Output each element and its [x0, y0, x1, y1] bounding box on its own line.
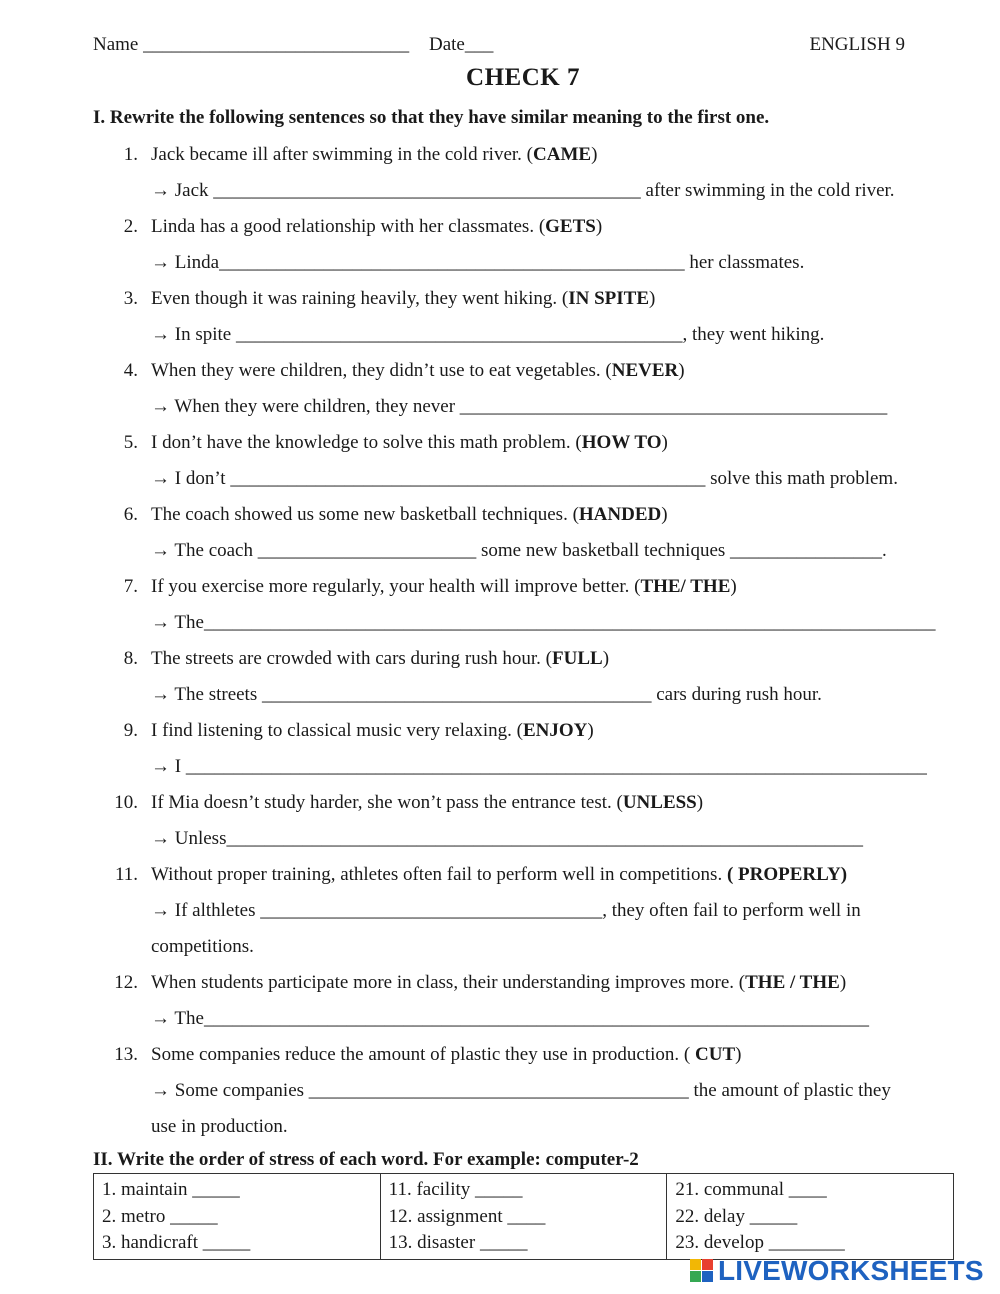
worksheet-title: CHECK 7 — [466, 64, 580, 91]
question-sentence: Jack became ill after swimming in the cold river. ( — [151, 144, 533, 165]
answer-continuation: use in production. — [151, 1116, 288, 1137]
stress-word[interactable]: 11. facility _____ — [388, 1179, 523, 1200]
stress-word[interactable]: 21. communal ____ — [675, 1179, 827, 1200]
question-text — [151, 791, 703, 815]
answer-line[interactable]: → Some companies ________________________________________ the amount of plastic they — [151, 1080, 891, 1101]
question-close: ) — [649, 288, 656, 309]
question-keyword: THE/ THE — [640, 576, 731, 597]
subject-label: ENGLISH 9 — [809, 34, 905, 55]
question-keyword: HANDED — [578, 504, 662, 525]
question-text — [151, 863, 847, 887]
question-sentence: I find listening to classical music very relaxing. ( — [151, 720, 523, 741]
question-close: ) — [839, 972, 847, 993]
answer-line[interactable]: → I ______________________________________________________________________________ — [151, 756, 927, 777]
stress-word[interactable]: 13. disaster _____ — [388, 1232, 528, 1253]
question-sentence: When they were children, they didn’t use to eat vegetables. ( — [151, 360, 612, 381]
question-number: 10. — [114, 792, 138, 813]
answer-line[interactable]: → Linda_________________________________________________ her classmates. — [151, 252, 805, 273]
stress-word[interactable]: 23. develop ________ — [675, 1232, 845, 1253]
question-number: 11. — [114, 864, 138, 885]
date-field-label[interactable]: Date___ — [429, 34, 494, 55]
question-close: ) — [661, 504, 668, 525]
question-sentence: Some companies reduce the amount of plastic they use in production. ( — [151, 1044, 695, 1065]
question-close: ) — [661, 432, 668, 453]
question-sentence: Linda has a good relationship with her classmates. ( — [151, 216, 546, 237]
question-keyword: UNLESS — [622, 792, 697, 813]
question-sentence: If Mia doesn’t study harder, she won’t pass the entrance test. ( — [151, 792, 623, 813]
question-sentence: If you exercise more regularly, your health will improve better. ( — [151, 576, 641, 597]
answer-continuation: competitions. — [151, 936, 254, 957]
question-number: 4. — [123, 360, 138, 381]
question-keyword: FULL — [552, 648, 603, 669]
question-close: ) — [591, 144, 598, 165]
question-keyword: ( PROPERLY) — [726, 864, 848, 885]
stress-word[interactable]: 1. maintain _____ — [102, 1179, 240, 1200]
question-number: 6. — [123, 504, 138, 525]
question-close: ) — [678, 360, 685, 381]
question-number: 3. — [123, 288, 138, 309]
question-number: 8. — [123, 648, 138, 669]
stress-table — [93, 1173, 954, 1260]
question-number: 9. — [123, 720, 138, 741]
question-sentence: The streets are crowded with cars during rush hour. ( — [151, 648, 552, 669]
question-sentence: The coach showed us some new basketball techniques. ( — [151, 504, 579, 525]
question-keyword: THE / THE — [745, 972, 840, 993]
question-number: 5. — [123, 432, 138, 453]
section-1-heading: I. Rewrite the following sentences so that they have similar meaning to the first one. — [93, 107, 770, 128]
question-text — [151, 1043, 741, 1067]
question-close: ) — [602, 648, 610, 669]
stress-word[interactable]: 22. delay _____ — [675, 1205, 798, 1227]
question-sentence: Without proper training, athletes often fail to perform well in competitions. — [151, 864, 727, 885]
question-close: ) — [696, 792, 704, 813]
answer-line[interactable]: → Unless___________________________________________________________________ — [151, 828, 863, 849]
question-text — [151, 215, 602, 239]
question-text — [151, 647, 609, 671]
answer-line[interactable]: → In spite _______________________________________________, they went hiking. — [151, 324, 825, 345]
answer-line[interactable]: → The_____________________________________________________________________________ — [151, 612, 936, 633]
question-number: 1. — [123, 144, 138, 165]
question-text — [151, 431, 668, 455]
question-keyword: ENJOY — [522, 720, 588, 741]
question-keyword: CAME — [533, 144, 592, 165]
question-text — [151, 575, 737, 599]
question-text — [151, 971, 846, 995]
question-number: 13. — [114, 1044, 138, 1065]
answer-line[interactable]: → Jack _____________________________________________ after swimming in the cold river. — [151, 180, 895, 201]
section-2-heading: II. Write the order of stress of each word. For example: computer-2 — [93, 1149, 639, 1170]
stress-word[interactable]: 3. handicraft _____ — [102, 1232, 251, 1253]
stress-column-1 — [94, 1174, 381, 1260]
stress-word[interactable]: 12. assignment ____ — [388, 1205, 546, 1227]
answer-line[interactable]: → I don’t __________________________________________________ solve this math problem. — [151, 468, 898, 489]
liveworksheets-mark-icon — [690, 1259, 714, 1283]
question-close: ) — [735, 1044, 742, 1065]
question-close: ) — [587, 720, 594, 741]
question-text — [151, 719, 594, 743]
question-number: 7. — [123, 576, 138, 597]
question-text — [151, 143, 597, 167]
answer-line[interactable]: → The coach _______________________ some new basketball techniques ________________. — [151, 540, 887, 561]
question-sentence: When students participate more in class, their understanding improves more. ( — [151, 972, 746, 993]
question-close: ) — [595, 216, 603, 237]
question-text — [151, 503, 668, 527]
answer-line[interactable]: → The______________________________________________________________________ — [151, 1008, 869, 1029]
question-keyword: GETS — [545, 216, 596, 237]
answer-line[interactable]: → When they were children, they never _____________________________________________ — [151, 396, 888, 417]
question-sentence: I don’t have the knowledge to solve this math problem. ( — [151, 432, 582, 453]
question-keyword: IN SPITE — [568, 288, 649, 309]
question-keyword: NEVER — [611, 360, 679, 381]
liveworksheets-wordmark: LIVEWORKSHEETS — [718, 1255, 984, 1286]
stress-column-3 — [667, 1174, 954, 1260]
question-keyword: HOW TO — [581, 432, 662, 453]
answer-line[interactable]: → If althletes ____________________________________, they often fail to perform well in — [151, 900, 861, 921]
name-field-label[interactable]: Name ____________________________ — [93, 34, 410, 55]
answer-line[interactable]: → The streets _________________________________________ cars during rush hour. — [151, 684, 822, 705]
stress-column-2 — [380, 1174, 667, 1260]
question-number: 12. — [114, 972, 138, 993]
stress-word[interactable]: 2. metro _____ — [102, 1205, 218, 1227]
question-text — [151, 359, 685, 383]
question-text — [151, 287, 655, 311]
liveworksheets-logo — [690, 1255, 990, 1287]
question-close: ) — [730, 576, 737, 597]
question-sentence: Even though it was raining heavily, they went hiking. ( — [151, 288, 569, 309]
question-keyword: CUT — [695, 1044, 736, 1065]
stress-table-row — [94, 1174, 954, 1260]
question-number: 2. — [123, 216, 138, 237]
